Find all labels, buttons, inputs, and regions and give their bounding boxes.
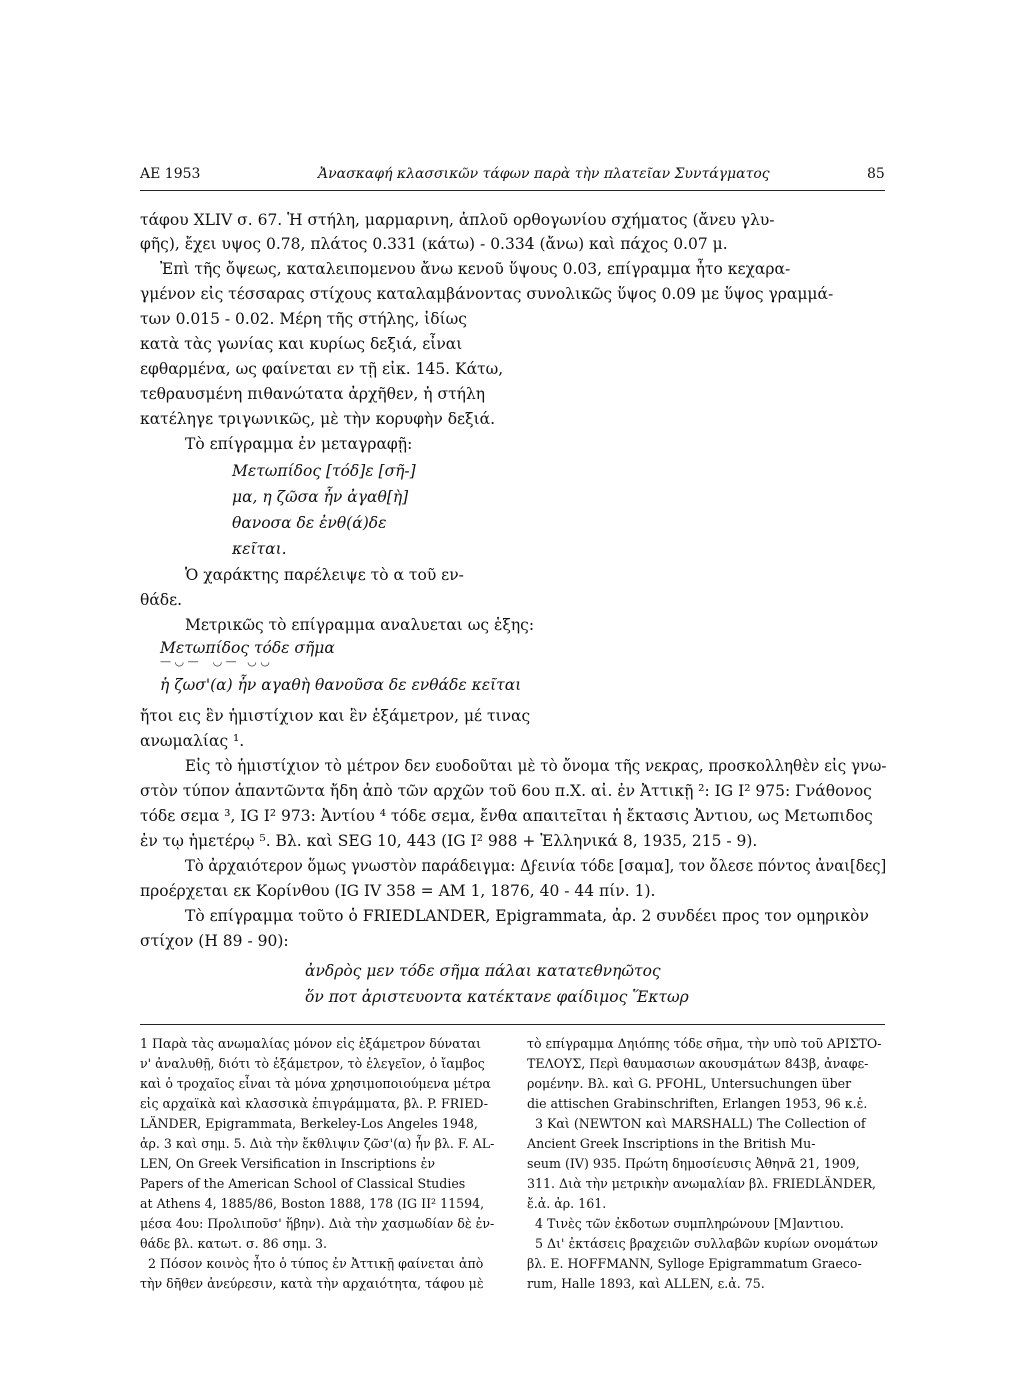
body-line: Τὸ επίγραμμα τοῦτο ὁ FRIEDLANDER, Epigrammata, ἀρ. 2 συνδέει προς τον ομηρικὸν <box>185 907 869 925</box>
body-line: κατὰ τὰς γωνίας και κυρίως δεξιά, εἶναι <box>140 335 463 353</box>
body-line: τεθραυσμένη πιθανώτατα ἀρχῆθεν, ἡ στήλη <box>140 385 486 403</box>
footnote-line: 2 Πόσον κοινὸς ἦτο ὁ τύπος ἐν Ἀττικῇ φαίνεται ἀπὸ <box>148 1256 484 1271</box>
quote-line: ἀνδρὸς μεν τόδε σῆμα πάλαι κατατεθνηῶτος <box>305 962 661 980</box>
footnote-line: 1 Παρὰ τὰς ανωμαλίας μόνον εἰς ἑξάμετρον δύναται <box>140 1036 482 1051</box>
footnote-line: 5 Δι' ἐκτάσεις βραχειῶν συλλαβῶν κυρίων ονομάτων <box>535 1236 879 1251</box>
footnote-line: at Athens 4, 1885/86, Boston 1888, 178 (IG II² 11594, <box>140 1196 485 1211</box>
footnote-line: LÄNDER, Epigrammata, Berkeley-Los Angeles 1948, <box>140 1116 478 1131</box>
footnote-line: ΤΕΛΟΥΣ, Περὶ θαυμασιων ακουσμάτων 843β, ἀναφε- <box>527 1056 869 1071</box>
body-line: ανωμαλίας ¹. <box>140 732 245 750</box>
body-line: στὸν τύπον ἁπαντῶντα ἤδη ἀπὸ τῶν αρχῶν τοῦ 6ου π.Χ. αἰ. ἐν Ἀττικῇ ²: IG I² 975: Γνάθονος <box>140 782 872 800</box>
quote-line: ὅν ποτ ἀριστευοντα κατέκτανε φαίδιμος Ἕκτωρ <box>305 988 689 1006</box>
footnote-line: Papers of the American School of Classical Studies <box>140 1176 466 1191</box>
body-line: των 0.015 - 0.02. Μέρη τῆς στήλης, ἰδίως <box>140 310 467 328</box>
body-line: γμένον εἰς τέσσαρας στίχους καταλαμβάνοντας συνολικῶς ὕψος 0.09 με ὕψος γραμμά- <box>140 285 834 303</box>
footnote-line: καὶ ὁ τροχαῖος εἶναι τὰ μόνα χρησιμοποιούμενα μέτρα <box>140 1076 491 1091</box>
body-line: στίχον (Η 89 - 90): <box>140 932 289 950</box>
header-left: ΑΕ 1953 <box>140 166 201 182</box>
footnote-line: LEN, On Greek Versification in Inscriptions ἐν <box>140 1156 435 1171</box>
body-line: ἐν τῳ ἡμετέρῳ ⁵. Βλ. καὶ SEG 10, 443 (IG I² 988 + Ἑλληνικά 8, 1935, 215 - 9). <box>140 832 758 850</box>
body-line: Ἐπὶ τῆς ὄψεως, καταλειπομενου ἄνω κενοῦ ὕψους 0.03, επίγραμμα ἦτο κεχαρα- <box>160 260 791 278</box>
footnote-line: ν' ἀναλυθῇ, διότι τὸ ἑξάμετρον, τὸ ἐλεγεῖον, ὁ ἴαμβος <box>140 1056 485 1071</box>
body-line: κατέληγε τριγωνικῶς, μὲ τὴν κορυφὴν δεξιά. <box>140 410 496 428</box>
footnote-line: 311. Διὰ τὴν μετρικὴν ανωμαλίαν βλ. FRIEDLÄNDER, <box>527 1176 877 1191</box>
body-line: τάφου XLIV σ. 67. Ἡ στήλη, μαρμαρινη, ἁπλοῦ ορθογωνίου σχήματος (ἄνευ γλυ- <box>140 211 775 229</box>
body-line: θάδε. <box>140 591 183 609</box>
header-rule <box>140 190 885 191</box>
running-title: Ἀνασκαφή κλασσικῶν τάφων παρὰ τὴν πλατεῖαν Συντάγματος <box>318 166 770 182</box>
footnote-line: τὸ επίγραμμα Δηιόπης τόδε σῆμα, τὴν υπὸ τοῦ ΑΡΙΣΤΟ- <box>527 1036 882 1051</box>
body-line: φῆς), ἔχει υψος 0.78, πλάτος 0.331 (κάτω) - 0.334 (ἄνω) καὶ πάχος 0.07 μ. <box>140 235 728 253</box>
footnote-line: εἰς αρχαϊκὰ καὶ κλασσικὰ ἐπιγράμματα, βλ. P. FRIED- <box>140 1096 488 1111</box>
body-line: Εἰς τὸ ἡμιστίχιον τὸ μέτρον δεν ευοδοῦται μὲ τὸ ὄνομα τῆς νεκρας, προσκολληθὲν εἰς γνω- <box>185 757 887 775</box>
metric-line: Μετωπίδος τόδε σῆμα <box>160 639 335 657</box>
metric-line: ἡ ζωσ'(α) ἦν αγαθὴ θανοῦσα δε ενθάδε κεῖται <box>160 676 522 694</box>
footnote-rule <box>140 1024 885 1025</box>
footnote-line: die attischen Grabinschriften, Erlangen 1953, 96 κ.ἑ. <box>527 1096 868 1111</box>
footnote-line: ἀρ. 3 καὶ σημ. 5. Διὰ τὴν ἔκθλιψιν ζῶσ'(α) ἦν βλ. F. AL- <box>140 1136 495 1151</box>
inscription-line: κεῖται. <box>232 540 287 558</box>
footnote-line: seum (IV) 935. Πρώτη δημοσίευσις Ἀθηνᾶ 21, 1909, <box>527 1156 860 1171</box>
inscription-line: θανοσα δε ἐνθ(ά)δε <box>232 514 387 532</box>
footnote-line: τὴν δῆθεν ἀνεύρεσιν, κατὰ τὴν αρχαιότητα, τάφου μὲ <box>140 1276 484 1291</box>
footnote-line: 4 Τινὲς τῶν ἐκδοτων συμπληρώνουν [Μ]αντιου. <box>535 1216 844 1231</box>
inscription-line: μα, η ζῶσα ἦν ἀγαθ[ὴ] <box>232 488 409 506</box>
body-line: Τὸ ἀρχαιότερον ὅμως γνωστὸν παράδειγμα: Δϝεινία τόδε [σαμα], τον ὄλεσε πόντος ἀναι[δες] <box>185 857 887 875</box>
page-number: 85 <box>867 166 885 182</box>
inscription-line: Μετωπίδος [τόδ]ε [σῆ-] <box>232 462 416 480</box>
footnote-line: Ancient Greek Inscriptions in the British Mu- <box>527 1136 816 1151</box>
body-line: τόδε σεμα ³, IG I² 973: Ἀντίου ⁴ τόδε σεμα, ἔνθα απαιτεῖται ἡ ἔκτασις Ἀντιου, ως Μετωπιδος <box>140 807 873 825</box>
body-line: Ὁ χαράκτης παρέλειψε τὸ α τοῦ εν- <box>185 566 464 584</box>
footnote-line: ρομένην. Βλ. καὶ G. PFOHL, Untersuchungen über <box>527 1076 852 1091</box>
body-line: Μετρικῶς τὸ επίγραμμα αναλυεται ως ἑξης: <box>185 616 535 634</box>
metre-symbols: — ◡ — ◡ — ◡ ◡ <box>160 655 270 668</box>
footnote-line: βλ. E. HOFFMANN, Sylloge Epigrammatum Graeco- <box>527 1256 862 1271</box>
footnote-line: rum, Halle 1893, καὶ ALLEN, ε.ἀ. 75. <box>527 1276 765 1291</box>
metre-marks <box>160 652 270 672</box>
body-line: ἤτοι εις ἓν ἡμιστίχιον και ἓν ἑξάμετρον, μέ τινας <box>140 707 531 725</box>
body-line: προέρχεται εκ Κορίνθου (IG IV 358 = AM 1, 1876, 40 - 44 πίν. 1). <box>140 882 656 900</box>
footnote-line: μέσα 4ου: Προλιποῦσ' ἥβην). Διὰ τὴν χασμωδίαν δὲ ἐν- <box>140 1216 495 1231</box>
footnote-line: ἔ.ἀ. ἀρ. 161. <box>527 1196 607 1211</box>
footnote-line: θάδε βλ. κατωτ. σ. 86 σημ. 3. <box>140 1236 328 1251</box>
body-line: εφθαρμένα, ως φαίνεται εν τῇ εἰκ. 145. Κάτω, <box>140 360 504 378</box>
footnote-line: 3 Καὶ (NEWTON καὶ MARSHALL) The Collection of <box>535 1116 866 1131</box>
body-line: Τὸ επίγραμμα ἐν μεταγραφῇ: <box>185 435 413 453</box>
